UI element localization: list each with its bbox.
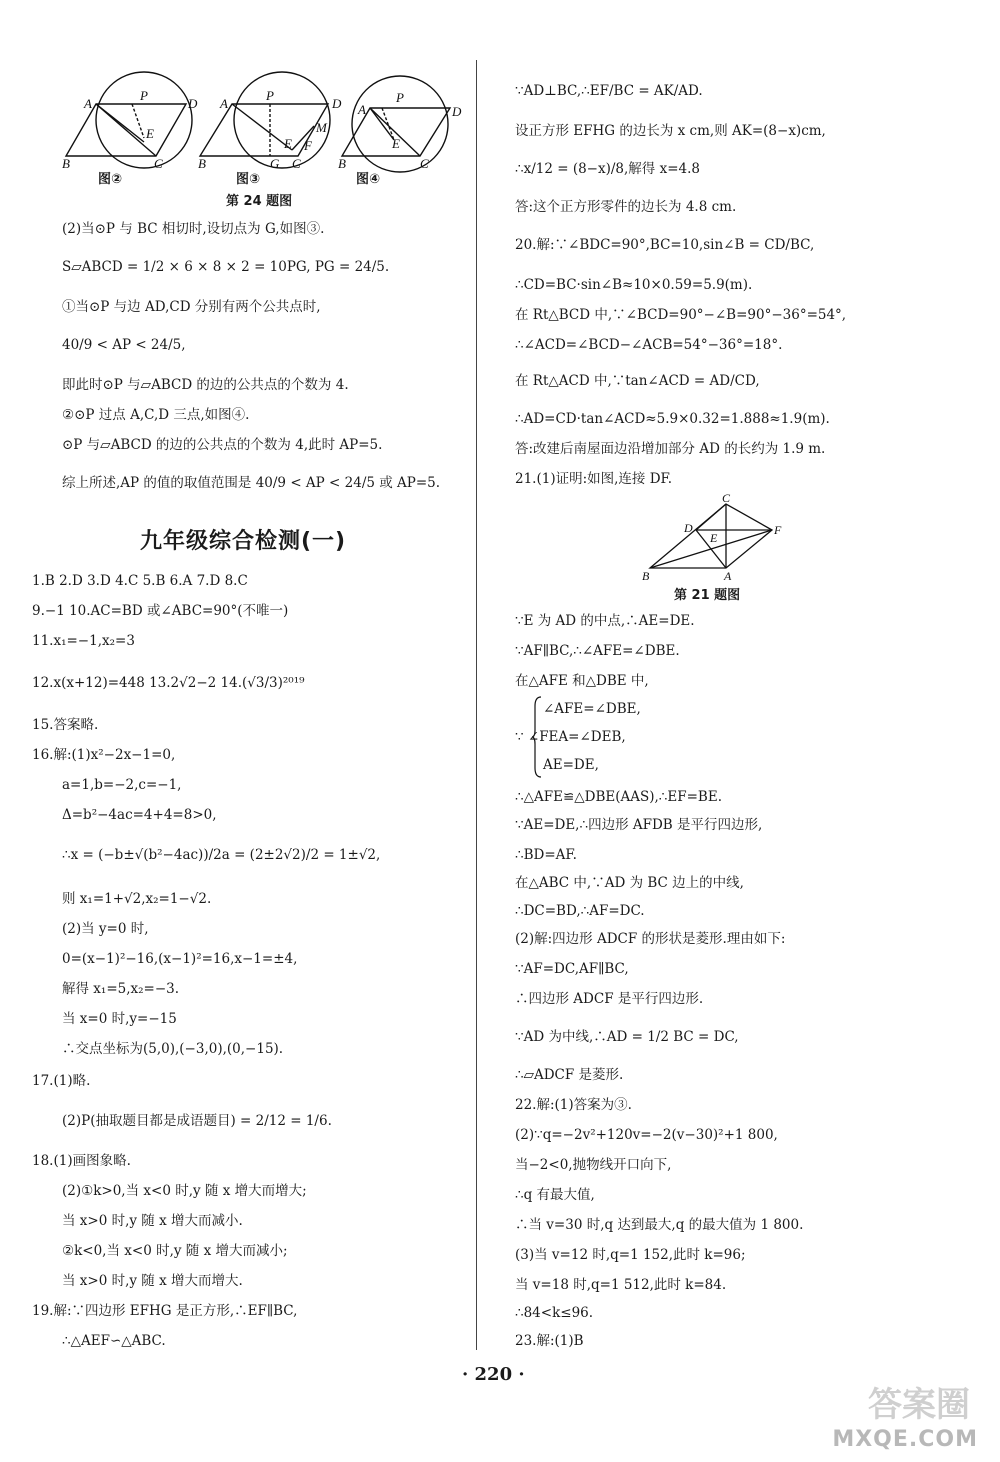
text-line: 则 x₁=1+√2,x₂=1−√2. [62, 891, 212, 907]
text-line: ∵AF=DC,AF∥BC, [515, 961, 629, 977]
figure-label-2: 图② [98, 172, 123, 187]
svg-text:E: E [284, 136, 292, 151]
text-line: ①当⊙P 与边 AD,CD 分别有两个公共点时, [62, 299, 321, 315]
text-line: ②⊙P 过点 A,C,D 三点,如图④. [62, 407, 250, 423]
text-line: 当 x>0 时,y 随 x 增大而增大. [62, 1273, 243, 1289]
svg-text:C: C [292, 156, 301, 171]
text-line: (3)当 v=12 时,q=1 152,此时 k=96; [515, 1247, 746, 1263]
svg-text:E: E [392, 136, 400, 151]
text-line: 当−2<0,抛物线开口向下, [515, 1157, 672, 1173]
text-line: AE=DE, [543, 757, 599, 773]
text-line: 11.x₁=−1,x₂=3 [32, 633, 135, 649]
text-line: (2)解:四边形 ADCF 的形状是菱形.理由如下: [515, 931, 786, 947]
section-title: 九年级综合检测(一) [140, 529, 347, 554]
text-line: 23.解:(1)B [515, 1333, 584, 1349]
text-line: ∴x/12 = (8−x)/8,解得 x=4.8 [515, 161, 700, 177]
svg-text:F: F [774, 523, 782, 537]
text-line: ∵AD⊥BC,∴EF/BC = AK/AD. [515, 83, 703, 99]
text-line: ∵ ∠FEA=∠DEB, [515, 729, 626, 745]
svg-text:D: D [684, 521, 693, 535]
text-line: (2)①k>0,当 x<0 时,y 随 x 增大而增大; [62, 1183, 307, 1199]
svg-text:C: C [722, 492, 731, 505]
text-line: ∴BD=AF. [515, 847, 577, 863]
svg-text:P: P [140, 88, 148, 103]
svg-text:B: B [62, 156, 70, 171]
text-line: ⊙P 与▱ABCD 的边的公共点的个数为 4,此时 AP=5. [62, 437, 383, 453]
svg-text:A: A [358, 102, 366, 117]
text-line: 当 v=18 时,q=1 512,此时 k=84. [515, 1277, 727, 1293]
text-line: ∴∠ACD=∠BCD−∠ACB=54°−36°=18°. [515, 337, 783, 353]
text-line: ②k<0,当 x<0 时,y 随 x 增大而减小; [62, 1243, 288, 1259]
text-line: (2)当⊙P 与 BC 相切时,设切点为 G,如图③. [62, 221, 325, 237]
svg-text:P: P [266, 88, 274, 103]
text-line: Δ=b²−4ac=4+4=8>0, [62, 807, 217, 823]
text-line: ∵AF∥BC,∴∠AFE=∠DBE. [515, 643, 680, 659]
text-line: (2)P(抽取题目都是成语题目) = 2/12 = 1/6. [62, 1113, 332, 1129]
text-line: ∴当 v=30 时,q 达到最大,q 的最大值为 1 800. [515, 1217, 804, 1233]
text-line: 在 Rt△BCD 中,∵∠BCD=90°−∠B=90°−36°=54°, [515, 307, 847, 323]
svg-text:A: A [220, 96, 228, 111]
text-line: a=1,b=−2,c=−1, [62, 777, 182, 793]
text-line: ∴DC=BD,∴AF=DC. [515, 903, 645, 919]
figure-24-caption: 第 24 题图 [226, 194, 293, 209]
text-line: 1.B 2.D 3.D 4.C 5.B 6.A 7.D 8.C [32, 573, 248, 589]
svg-text:A: A [724, 569, 732, 583]
svg-text:C: C [154, 156, 163, 171]
text-line: ∠AFE=∠DBE, [543, 701, 641, 717]
svg-text:C: C [420, 156, 429, 171]
text-line: 21.(1)证明:如图,连接 DF. [515, 471, 673, 487]
svg-text:B: B [642, 569, 650, 583]
text-line: ∴△AEF∽△ABC. [62, 1333, 166, 1349]
figure-label-4: 图④ [356, 172, 381, 187]
text-line: 答:改建后南屋面边沿增加部分 AD 的长约为 1.9 m. [515, 441, 826, 457]
text-line: 15.答案略. [32, 717, 99, 733]
watermark-url: MXQE.COM [832, 1427, 978, 1452]
svg-text:D: D [188, 96, 198, 111]
svg-text:B: B [338, 156, 346, 171]
text-line: 17.(1)略. [32, 1073, 91, 1089]
text-line: 16.解:(1)x²−2x−1=0, [32, 747, 176, 763]
text-line: 19.解:∵四边形 EFHG 是正方形,∴EF∥BC, [32, 1303, 298, 1319]
text-line: 答:这个正方形零件的边长为 4.8 cm. [515, 199, 737, 215]
watermark-logo: 答案圈 [868, 1385, 970, 1425]
text-line: (2)∵q=−2v²+120v=−2(v−30)²+1 800, [515, 1127, 778, 1143]
text-line: 22.解:(1)答案为③. [515, 1097, 632, 1113]
text-line: 18.(1)画图象略. [32, 1153, 131, 1169]
column-divider [476, 60, 477, 1350]
svg-text:A: A [84, 96, 92, 111]
svg-text:D: D [332, 96, 342, 111]
text-line: ∴x = (−b±√(b²−4ac))/2a = (2±2√2)/2 = 1±√2, [62, 847, 381, 863]
text-line: 综上所述,AP 的值的取值范围是 40/9 < AP < 24/5 或 AP=5. [62, 475, 441, 491]
text-line: ∴交点坐标为(5,0),(−3,0),(0,−15). [62, 1041, 284, 1057]
text-line: 12.x(x+12)=448 13.2√2−2 14.(√3/3)²⁰¹⁹ [32, 675, 305, 691]
text-line: 0=(x−1)²−16,(x−1)²=16,x−1=±4, [62, 951, 298, 967]
text-line: 在 Rt△ACD 中,∵tan∠ACD = AD/CD, [515, 373, 760, 389]
text-line: ∴AD=CD·tan∠ACD≈5.9×0.32=1.888≈1.9(m). [515, 411, 830, 427]
text-line: 40/9 < AP < 24/5, [62, 337, 186, 353]
svg-text:G: G [270, 156, 280, 171]
figure-label-3: 图③ [236, 172, 261, 187]
text-line: ∵AD 为中线,∴AD = 1/2 BC = DC, [515, 1029, 739, 1045]
svg-text:F: F [304, 138, 312, 153]
text-line: 9.−1 10.AC=BD 或∠ABC=90°(不唯一) [32, 603, 289, 619]
svg-text:P: P [396, 90, 404, 105]
text-line: ∴84<k≤96. [515, 1305, 594, 1321]
page-number: · 220 · [462, 1364, 525, 1385]
text-line: (2)当 y=0 时, [62, 921, 149, 937]
text-line: ∴q 有最大值, [515, 1187, 595, 1203]
text-line: ∵E 为 AD 的中点,∴AE=DE. [515, 613, 695, 629]
figure-21-caption: 第 21 题图 [674, 588, 741, 603]
text-line: ∴四边形 ADCF 是平行四边形. [515, 991, 704, 1007]
text-line: ∴▱ADCF 是菱形. [515, 1067, 624, 1083]
text-line: ∵AE=DE,∴四边形 AFDB 是平行四边形, [515, 817, 763, 833]
svg-text:B: B [198, 156, 206, 171]
text-line: 20.解:∵∠BDC=90°,BC=10,sin∠B = CD/BC, [515, 237, 815, 253]
text-line: 解得 x₁=5,x₂=−3. [62, 981, 180, 997]
svg-text:M: M [316, 120, 327, 135]
svg-text:E: E [710, 531, 718, 545]
text-line: 设正方形 EFHG 的边长为 x cm,则 AK=(8−x)cm, [515, 123, 826, 139]
svg-text:D: D [452, 104, 462, 119]
text-line: 在△AFE 和△DBE 中, [515, 673, 649, 689]
text-line: 在△ABC 中,∵AD 为 BC 边上的中线, [515, 875, 744, 891]
text-line: 当 x>0 时,y 随 x 增大而减小. [62, 1213, 243, 1229]
text-line: ∴△AFE≌△DBE(AAS),∴EF=BE. [515, 789, 722, 805]
text-line: 当 x=0 时,y=−15 [62, 1011, 177, 1027]
text-line: S▱ABCD = 1/2 × 6 × 8 × 2 = 10PG, PG = 24/5. [62, 259, 390, 275]
text-line: ∴CD=BC·sin∠B≈10×0.59=5.9(m). [515, 277, 753, 293]
text-line: 即此时⊙P 与▱ABCD 的边的公共点的个数为 4. [62, 377, 349, 393]
figure-21-diagram [640, 492, 790, 584]
svg-text:E: E [146, 126, 154, 141]
